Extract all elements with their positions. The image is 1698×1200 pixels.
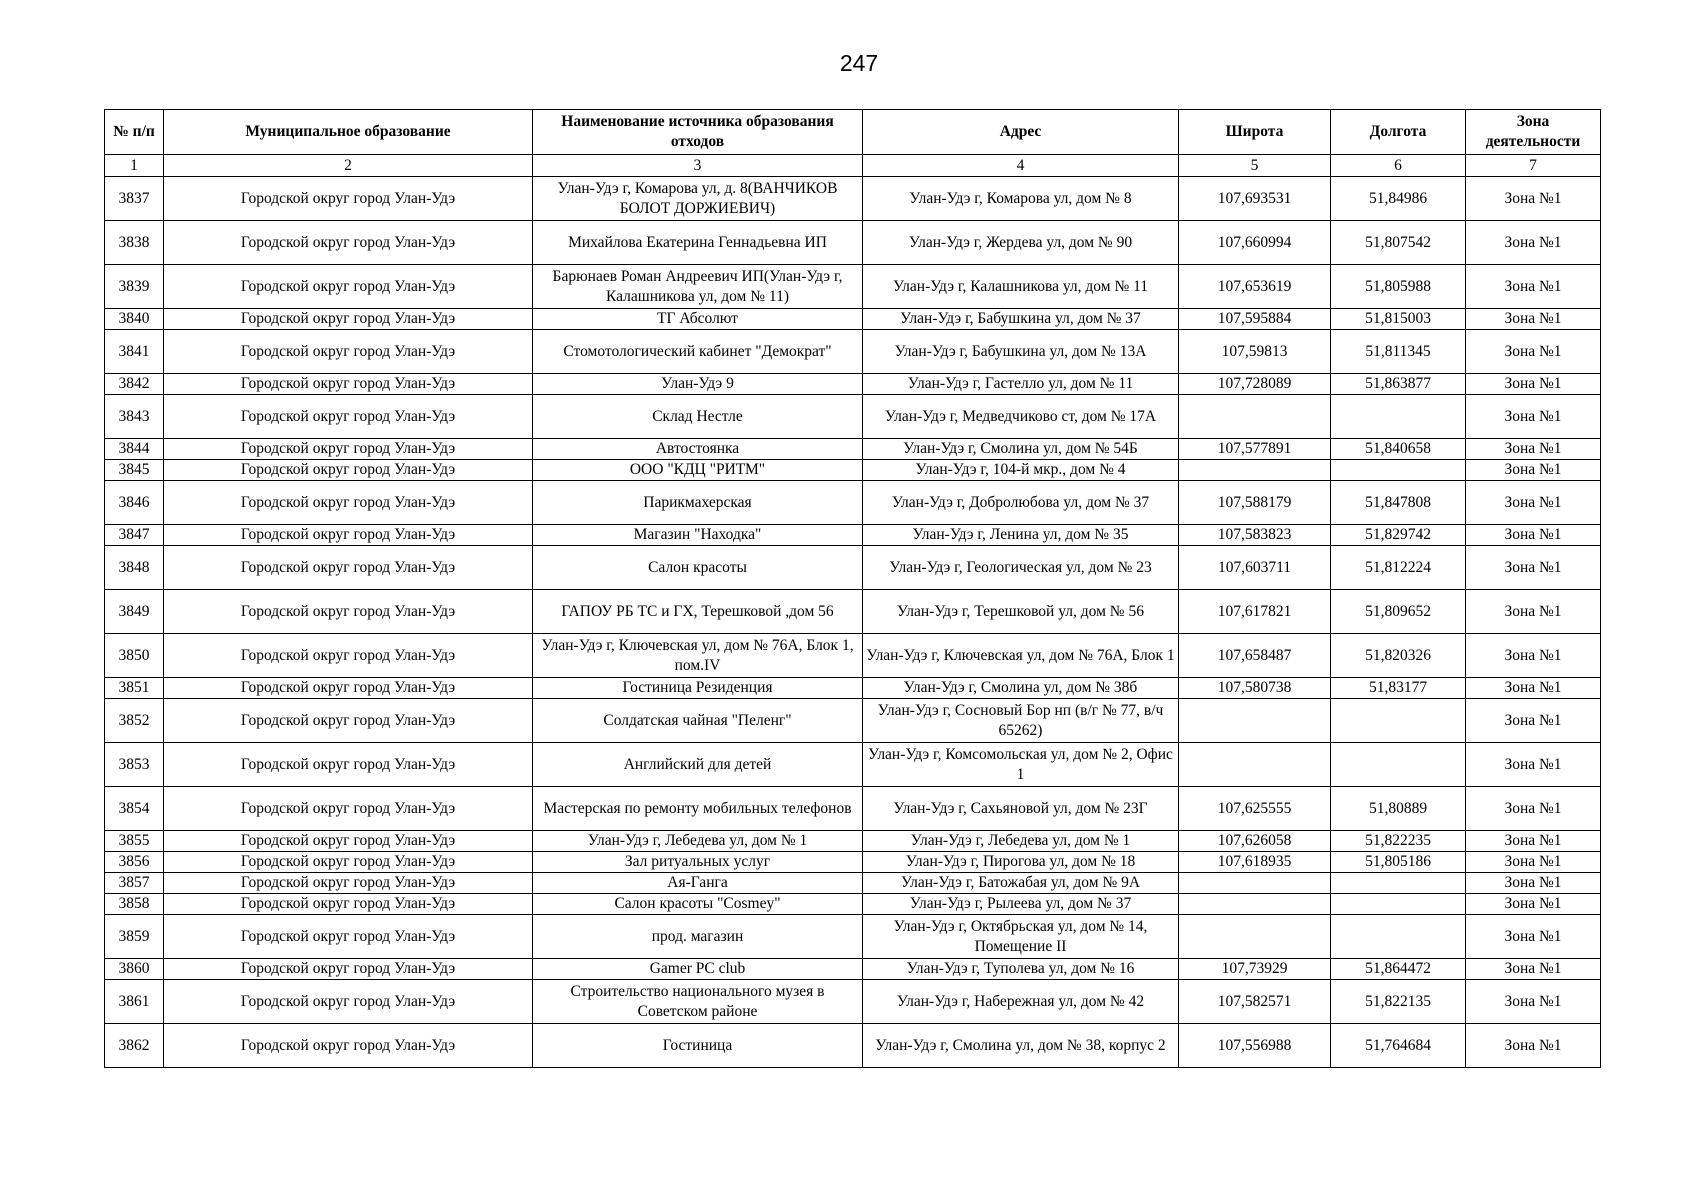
cell-municipality: Городской округ город Улан-Удэ (164, 374, 533, 395)
cell-longitude: 51,820326 (1331, 634, 1466, 678)
cell-source-name: Гостиница Резиденция (533, 678, 863, 699)
table-row (105, 1024, 1601, 1068)
cell-longitude (1331, 699, 1466, 743)
cell-municipality: Городской округ город Улан-Удэ (164, 959, 533, 980)
cell-source-name: Гостиница (533, 1024, 863, 1068)
cell-source-name: Ая-Ганга (533, 873, 863, 894)
cell-row-number: 3853 (105, 743, 164, 787)
cell-address: Улан-Удэ г, Рылеева ул, дом № 37 (863, 894, 1179, 915)
cell-address: Улан-Удэ г, Бабушкина ул, дом № 13А (863, 330, 1179, 374)
cell-longitude (1331, 395, 1466, 439)
cell-municipality: Городской округ город Улан-Удэ (164, 590, 533, 634)
cell-source-name: Барюнаев Роман Андреевич ИП(Улан-Удэ г, Калашникова ул, дом № 11) (533, 265, 863, 309)
table-row (105, 678, 1601, 699)
cell-source-name: Салон красоты (533, 546, 863, 590)
cell-zone: Зона №1 (1466, 265, 1601, 309)
header-zone: Зона деятельности (1466, 110, 1601, 155)
cell-zone: Зона №1 (1466, 831, 1601, 852)
cell-source-name: Зал ритуальных услуг (533, 852, 863, 873)
cell-source-name: прод. магазин (533, 915, 863, 959)
cell-longitude: 51,811345 (1331, 330, 1466, 374)
cell-municipality: Городской округ город Улан-Удэ (164, 787, 533, 831)
cell-latitude: 107,617821 (1179, 590, 1331, 634)
cell-row-number: 3861 (105, 980, 164, 1024)
cell-longitude: 51,84986 (1331, 177, 1466, 221)
header-address: Адрес (863, 110, 1179, 155)
header-row (105, 110, 1601, 155)
cell-zone: Зона №1 (1466, 1024, 1601, 1068)
cell-latitude: 107,625555 (1179, 787, 1331, 831)
column-number: 6 (1331, 155, 1466, 177)
cell-latitude: 107,59813 (1179, 330, 1331, 374)
cell-source-name: Строительство национального музея в Советском районе (533, 980, 863, 1024)
cell-zone: Зона №1 (1466, 678, 1601, 699)
table-row (105, 265, 1601, 309)
cell-latitude: 107,588179 (1179, 481, 1331, 525)
table-row (105, 439, 1601, 460)
cell-address: Улан-Удэ г, Ленина ул, дом № 35 (863, 525, 1179, 546)
cell-row-number: 3856 (105, 852, 164, 873)
table-row (105, 481, 1601, 525)
table-row (105, 915, 1601, 959)
header-longitude: Долгота (1331, 110, 1466, 155)
cell-longitude (1331, 743, 1466, 787)
cell-longitude: 51,80889 (1331, 787, 1466, 831)
cell-row-number: 3845 (105, 460, 164, 481)
table-row (105, 787, 1601, 831)
table-row (105, 699, 1601, 743)
cell-row-number: 3857 (105, 873, 164, 894)
cell-longitude (1331, 873, 1466, 894)
cell-longitude: 51,840658 (1331, 439, 1466, 460)
cell-address: Улан-Удэ г, Октябрьская ул, дом № 14, Помещение II (863, 915, 1179, 959)
cell-latitude: 107,73929 (1179, 959, 1331, 980)
cell-row-number: 3852 (105, 699, 164, 743)
cell-municipality: Городской округ город Улан-Удэ (164, 460, 533, 481)
cell-municipality: Городской округ город Улан-Удэ (164, 831, 533, 852)
cell-latitude (1179, 894, 1331, 915)
cell-address: Улан-Удэ г, Бабушкина ул, дом № 37 (863, 309, 1179, 330)
cell-latitude: 107,583823 (1179, 525, 1331, 546)
cell-source-name: Улан-Удэ г, Комарова ул, д. 8(ВАНЧИКОВ БОЛОТ ДОРЖИЕВИЧ) (533, 177, 863, 221)
table-row (105, 873, 1601, 894)
cell-row-number: 3855 (105, 831, 164, 852)
cell-municipality: Городской округ город Улан-Удэ (164, 546, 533, 590)
cell-municipality: Городской округ город Улан-Удэ (164, 439, 533, 460)
cell-row-number: 3854 (105, 787, 164, 831)
cell-municipality: Городской округ город Улан-Удэ (164, 221, 533, 265)
cell-municipality: Городской округ город Улан-Удэ (164, 915, 533, 959)
cell-municipality: Городской округ город Улан-Удэ (164, 699, 533, 743)
table-row (105, 309, 1601, 330)
cell-row-number: 3851 (105, 678, 164, 699)
cell-source-name: Стомотологический кабинет "Демократ" (533, 330, 863, 374)
cell-source-name: ТГ Абсолют (533, 309, 863, 330)
page-number: 247 (839, 50, 879, 76)
cell-source-name: Автостоянка (533, 439, 863, 460)
cell-latitude: 107,618935 (1179, 852, 1331, 873)
cell-address: Улан-Удэ г, Туполева ул, дом № 16 (863, 959, 1179, 980)
cell-longitude: 51,863877 (1331, 374, 1466, 395)
table-row (105, 546, 1601, 590)
cell-address: Улан-Удэ г, Пирогова ул, дом № 18 (863, 852, 1179, 873)
cell-zone: Зона №1 (1466, 894, 1601, 915)
cell-row-number: 3837 (105, 177, 164, 221)
cell-row-number: 3860 (105, 959, 164, 980)
cell-source-name: Английский для детей (533, 743, 863, 787)
cell-row-number: 3841 (105, 330, 164, 374)
column-number-row (105, 155, 1601, 177)
cell-address: Улан-Удэ г, Смолина ул, дом № 38б (863, 678, 1179, 699)
cell-municipality: Городской округ город Улан-Удэ (164, 481, 533, 525)
cell-row-number: 3840 (105, 309, 164, 330)
cell-longitude (1331, 894, 1466, 915)
cell-latitude: 107,577891 (1179, 439, 1331, 460)
cell-longitude: 51,805988 (1331, 265, 1466, 309)
cell-zone: Зона №1 (1466, 546, 1601, 590)
cell-zone: Зона №1 (1466, 374, 1601, 395)
cell-address: Улан-Удэ г, Добролюбова ул, дом № 37 (863, 481, 1179, 525)
cell-address: Улан-Удэ г, Ключевская ул, дом № 76А, Блок 1 (863, 634, 1179, 678)
cell-address: Улан-Удэ г, 104-й мкр., дом № 4 (863, 460, 1179, 481)
cell-address: Улан-Удэ г, Гастелло ул, дом № 11 (863, 374, 1179, 395)
cell-latitude (1179, 460, 1331, 481)
cell-zone: Зона №1 (1466, 634, 1601, 678)
cell-longitude: 51,829742 (1331, 525, 1466, 546)
cell-municipality: Городской округ город Улан-Удэ (164, 678, 533, 699)
cell-longitude: 51,805186 (1331, 852, 1466, 873)
cell-latitude: 107,660994 (1179, 221, 1331, 265)
table-row (105, 330, 1601, 374)
cell-address: Улан-Удэ г, Смолина ул, дом № 38, корпус 2 (863, 1024, 1179, 1068)
cell-latitude: 107,626058 (1179, 831, 1331, 852)
cell-zone: Зона №1 (1466, 525, 1601, 546)
cell-address: Улан-Удэ г, Медведчиково ст, дом № 17А (863, 395, 1179, 439)
column-number: 3 (533, 155, 863, 177)
cell-source-name: Улан-Удэ 9 (533, 374, 863, 395)
table-row (105, 177, 1601, 221)
header-latitude: Широта (1179, 110, 1331, 155)
cell-municipality: Городской округ город Улан-Удэ (164, 743, 533, 787)
cell-source-name: Михайлова Екатерина Геннадьевна ИП (533, 221, 863, 265)
cell-municipality: Городской округ город Улан-Удэ (164, 634, 533, 678)
cell-address: Улан-Удэ г, Сахьяновой ул, дом № 23Г (863, 787, 1179, 831)
cell-latitude: 107,582571 (1179, 980, 1331, 1024)
cell-municipality: Городской округ город Улан-Удэ (164, 265, 533, 309)
cell-latitude (1179, 395, 1331, 439)
table-row (105, 959, 1601, 980)
cell-longitude (1331, 915, 1466, 959)
cell-zone: Зона №1 (1466, 743, 1601, 787)
cell-source-name: Магазин "Находка" (533, 525, 863, 546)
cell-address: Улан-Удэ г, Калашникова ул, дом № 11 (863, 265, 1179, 309)
cell-source-name: Улан-Удэ г, Ключевская ул, дом № 76А, Блок 1, пом.IV (533, 634, 863, 678)
cell-latitude (1179, 743, 1331, 787)
cell-zone: Зона №1 (1466, 309, 1601, 330)
cell-latitude (1179, 873, 1331, 894)
cell-zone: Зона №1 (1466, 980, 1601, 1024)
header-municipality: Муниципальное образование (164, 110, 533, 155)
cell-zone: Зона №1 (1466, 439, 1601, 460)
cell-latitude: 107,728089 (1179, 374, 1331, 395)
cell-row-number: 3844 (105, 439, 164, 460)
cell-municipality: Городской округ город Улан-Удэ (164, 177, 533, 221)
cell-address: Улан-Удэ г, Комарова ул, дом № 8 (863, 177, 1179, 221)
cell-row-number: 3848 (105, 546, 164, 590)
cell-row-number: 3842 (105, 374, 164, 395)
table-row (105, 460, 1601, 481)
cell-row-number: 3858 (105, 894, 164, 915)
column-number: 4 (863, 155, 1179, 177)
cell-row-number: 3838 (105, 221, 164, 265)
cell-source-name: ГАПОУ РБ ТС и ГХ, Терешковой ,дом 56 (533, 590, 863, 634)
cell-latitude: 107,580738 (1179, 678, 1331, 699)
cell-municipality: Городской округ город Улан-Удэ (164, 1024, 533, 1068)
cell-municipality: Городской округ город Улан-Удэ (164, 852, 533, 873)
table-row (105, 894, 1601, 915)
cell-longitude: 51,822135 (1331, 980, 1466, 1024)
cell-address: Улан-Удэ г, Сосновый Бор нп (в/г № 77, в/ч 65262) (863, 699, 1179, 743)
cell-zone: Зона №1 (1466, 852, 1601, 873)
cell-longitude: 51,847808 (1331, 481, 1466, 525)
cell-zone: Зона №1 (1466, 177, 1601, 221)
table-row (105, 852, 1601, 873)
cell-longitude: 51,822235 (1331, 831, 1466, 852)
cell-municipality: Городской округ город Улан-Удэ (164, 525, 533, 546)
cell-longitude: 51,815003 (1331, 309, 1466, 330)
column-number: 2 (164, 155, 533, 177)
cell-longitude: 51,812224 (1331, 546, 1466, 590)
cell-zone: Зона №1 (1466, 221, 1601, 265)
cell-row-number: 3846 (105, 481, 164, 525)
cell-latitude: 107,693531 (1179, 177, 1331, 221)
cell-municipality: Городской округ город Улан-Удэ (164, 894, 533, 915)
cell-source-name: Мастерская по ремонту мобильных телефонов (533, 787, 863, 831)
cell-municipality: Городской округ город Улан-Удэ (164, 330, 533, 374)
cell-source-name: Улан-Удэ г, Лебедева ул, дом № 1 (533, 831, 863, 852)
cell-latitude: 107,595884 (1179, 309, 1331, 330)
cell-zone: Зона №1 (1466, 590, 1601, 634)
cell-address: Улан-Удэ г, Батожабая ул, дом № 9А (863, 873, 1179, 894)
cell-zone: Зона №1 (1466, 787, 1601, 831)
cell-longitude: 51,764684 (1331, 1024, 1466, 1068)
cell-row-number: 3839 (105, 265, 164, 309)
table-row (105, 634, 1601, 678)
column-number: 5 (1179, 155, 1331, 177)
cell-address: Улан-Удэ г, Терешковой ул, дом № 56 (863, 590, 1179, 634)
cell-latitude (1179, 915, 1331, 959)
cell-row-number: 3847 (105, 525, 164, 546)
cell-row-number: 3862 (105, 1024, 164, 1068)
header-row-number: № п/п (105, 110, 164, 155)
cell-address: Улан-Удэ г, Геологическая ул, дом № 23 (863, 546, 1179, 590)
cell-row-number: 3859 (105, 915, 164, 959)
cell-zone: Зона №1 (1466, 699, 1601, 743)
cell-zone: Зона №1 (1466, 481, 1601, 525)
cell-zone: Зона №1 (1466, 395, 1601, 439)
cell-address: Улан-Удэ г, Набережная ул, дом № 42 (863, 980, 1179, 1024)
table-row (105, 831, 1601, 852)
table-body (105, 177, 1601, 1068)
cell-latitude (1179, 699, 1331, 743)
cell-longitude: 51,809652 (1331, 590, 1466, 634)
cell-zone: Зона №1 (1466, 873, 1601, 894)
cell-row-number: 3849 (105, 590, 164, 634)
cell-zone: Зона №1 (1466, 915, 1601, 959)
cell-longitude (1331, 460, 1466, 481)
cell-latitude: 107,653619 (1179, 265, 1331, 309)
cell-address: Улан-Удэ г, Комсомольская ул, дом № 2, Офис 1 (863, 743, 1179, 787)
table-row (105, 980, 1601, 1024)
cell-address: Улан-Удэ г, Жердева ул, дом № 90 (863, 221, 1179, 265)
cell-municipality: Городской округ город Улан-Удэ (164, 395, 533, 439)
cell-longitude: 51,807542 (1331, 221, 1466, 265)
header-source-name: Наименование источника образования отходов (533, 110, 863, 155)
table-row (105, 525, 1601, 546)
cell-longitude: 51,864472 (1331, 959, 1466, 980)
cell-municipality: Городской округ город Улан-Удэ (164, 873, 533, 894)
cell-source-name: ООО "КДЦ "РИТМ" (533, 460, 863, 481)
table-row (105, 374, 1601, 395)
cell-latitude: 107,603711 (1179, 546, 1331, 590)
cell-municipality: Городской округ город Улан-Удэ (164, 309, 533, 330)
column-number: 7 (1466, 155, 1601, 177)
waste-sources-table (104, 109, 1601, 1068)
cell-latitude: 107,556988 (1179, 1024, 1331, 1068)
cell-source-name: Склад Нестле (533, 395, 863, 439)
table-row (105, 221, 1601, 265)
cell-row-number: 3850 (105, 634, 164, 678)
cell-row-number: 3843 (105, 395, 164, 439)
cell-zone: Зона №1 (1466, 330, 1601, 374)
table-row (105, 590, 1601, 634)
cell-longitude: 51,83177 (1331, 678, 1466, 699)
cell-municipality: Городской округ город Улан-Удэ (164, 980, 533, 1024)
column-number: 1 (105, 155, 164, 177)
cell-source-name: Парикмахерская (533, 481, 863, 525)
cell-source-name: Gamer PC club (533, 959, 863, 980)
cell-latitude: 107,658487 (1179, 634, 1331, 678)
cell-address: Улан-Удэ г, Смолина ул, дом № 54Б (863, 439, 1179, 460)
table-row (105, 743, 1601, 787)
cell-zone: Зона №1 (1466, 959, 1601, 980)
cell-address: Улан-Удэ г, Лебедева ул, дом № 1 (863, 831, 1179, 852)
cell-source-name: Солдатская чайная "Пеленг" (533, 699, 863, 743)
cell-source-name: Салон красоты "Cosmey" (533, 894, 863, 915)
table-row (105, 395, 1601, 439)
cell-zone: Зона №1 (1466, 460, 1601, 481)
